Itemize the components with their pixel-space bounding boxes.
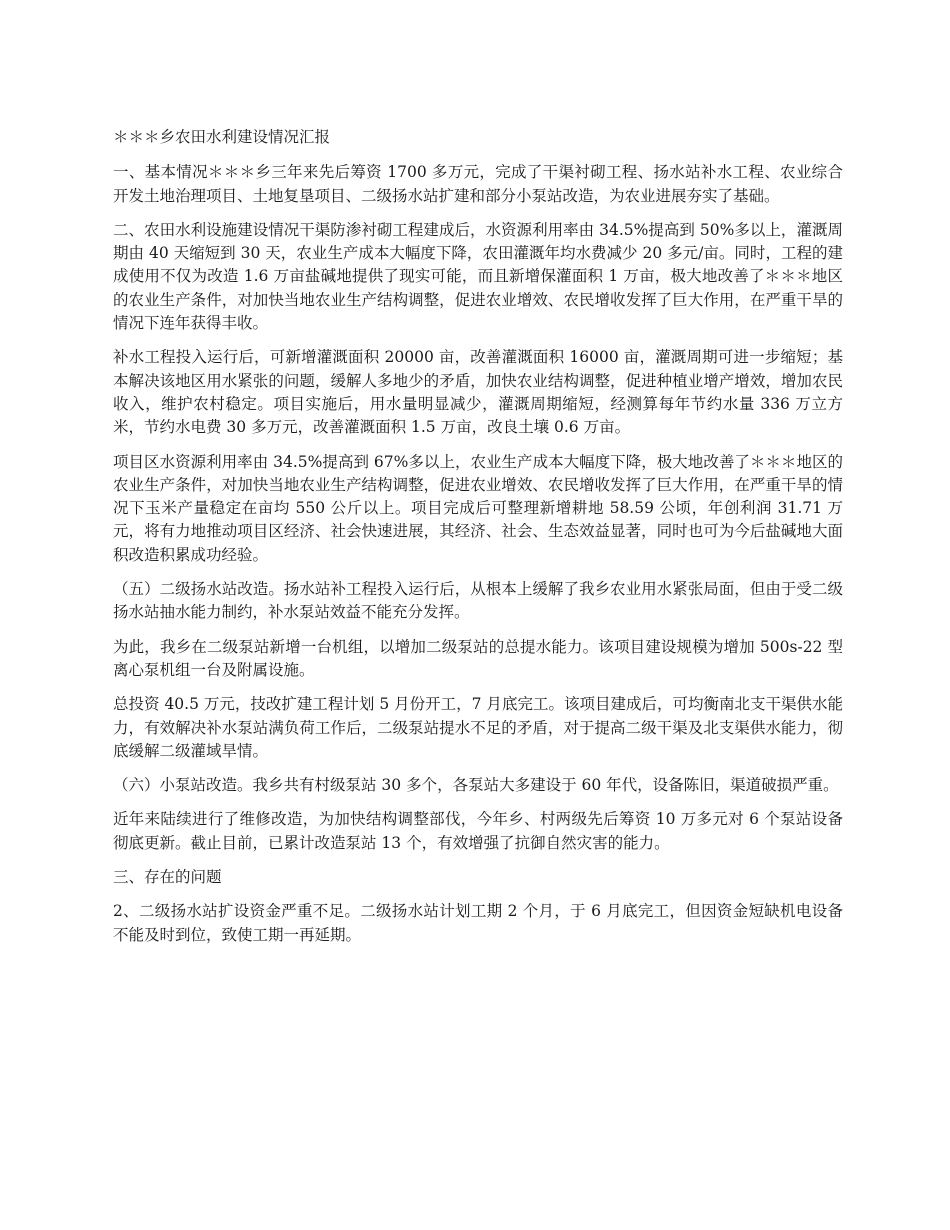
paragraph-investment: 总投资 40.5 万元，技改扩建工程计划 5 月份开工，7 月底完工。该项目建成后，可均衡南北支干渠供水能力，有效解决补水泵站满负荷工作后，二级泵站提水不足的矛盾，对于提高二级干渠及北支渠供水能力，彻底缓解二级灌域旱情。 — [113, 695, 843, 760]
document-body — [113, 126, 843, 958]
document-title: ＊＊＊乡农田水利建设情况汇报 — [113, 128, 331, 146]
paragraph-renovation: 近年来陆续进行了维修改造，为加快结构调整部伐，今年乡、村两级先后筹资 10 万多元对 6 个泵站设备彻底更新。截止目前，已累计改造泵站 13 个，有效增强了抗御自然灾害的能力。 — [113, 810, 843, 852]
paragraph-basic-situation: 一、基本情况＊＊＊乡三年来先后筹资 1700 多万元，完成了干渠衬砌工程、扬水站补水工程、农业综合开发土地治理项目、土地复垦项目、二级扬水站扩建和部分小泵站改造，为农业进展夯实了基础。 — [113, 163, 843, 205]
paragraph-supply-project: 补水工程投入运行后，可新增灌溉面积 20000 亩，改善灌溉面积 16000 亩，灌溉周期可进一步缩短；基本解决该地区用水紧张的问题，缓解人多地少的矛盾，加快农业结构调整，促进种植业增产增效，增加农民收入，维护农村稳定。项目实施后，用水量明显减少，灌溉周期缩短，经测算每年节约水量 336 万立方米，节约水电费 30 多万元，改善灌溉面积 1.5 万亩，改良土壤 0.6 万亩。 — [113, 348, 843, 437]
paragraph-pump-station-upgrade: （五）二级扬水站改造。扬水站补工程投入运行后，从根本上缓解了我乡农业用水紧张局面，但由于受二级扬水站抽水能力制约，补水泵站效益不能充分发挥。 — [113, 580, 843, 622]
paragraph-funding-shortage: 2、二级扬水站扩设资金严重不足。二级扬水站计划工期 2 个月，于 6 月底完工，但因资金短缺机电设备不能及时到位，致使工期一再延期。 — [113, 902, 843, 944]
section-heading-problems: 三、存在的问题 — [113, 868, 222, 887]
paragraph-new-unit: 为此，我乡在二级泵站新增一台机组，以增加二级泵站的总提水能力。该项目建设规模为增加 500s-22 型离心泵机组一台及附属设施。 — [113, 637, 843, 679]
paragraph-construction-status: 二、农田水利设施建设情况干渠防渗衬砌工程建成后，水资源利用率由 34.5%提高到 50%多以上，灌溉周期由 40 天缩短到 30 天，农业生产成本大幅度下降，农田灌溉年均水费减少 20 多元/亩。同时，工程的建成使用不仅为改造 1.6 万亩盐碱地提供了现实可能，而且新增保灌面积 1 万亩，极大地改善了＊＊＊地区的农业生产条件，对加快当地农业生产结构调整，促进农业增效、农民增收发挥了巨大作用，在严重干旱的情况下连年获得丰收。 — [113, 220, 843, 333]
paragraph-project-area: 项目区水资源利用率由 34.5%提高到 67%多以上，农业生产成本大幅度下降，极大地改善了＊＊＊地区的农业生产条件，对加快当地农业生产结构调整，促进农业增效、农民增收发挥了巨大作用，在严重干旱的情况下玉米产量稳定在亩均 550 公斤以上。项目完成后可整理新增耕地 58.59 公顷，年创利润 31.71 万元，将有力地推动项目区经济、社会快速进展，其经济、社会、生态效益显著，同时也可为今后盐碱地大面积改造积累成功经验。 — [113, 452, 843, 564]
paragraph-small-pump-stations: （六）小泵站改造。我乡共有村级泵站 30 多个，各泵站大多建设于 60 年代，设备陈旧，渠道破损严重。 — [113, 776, 839, 795]
